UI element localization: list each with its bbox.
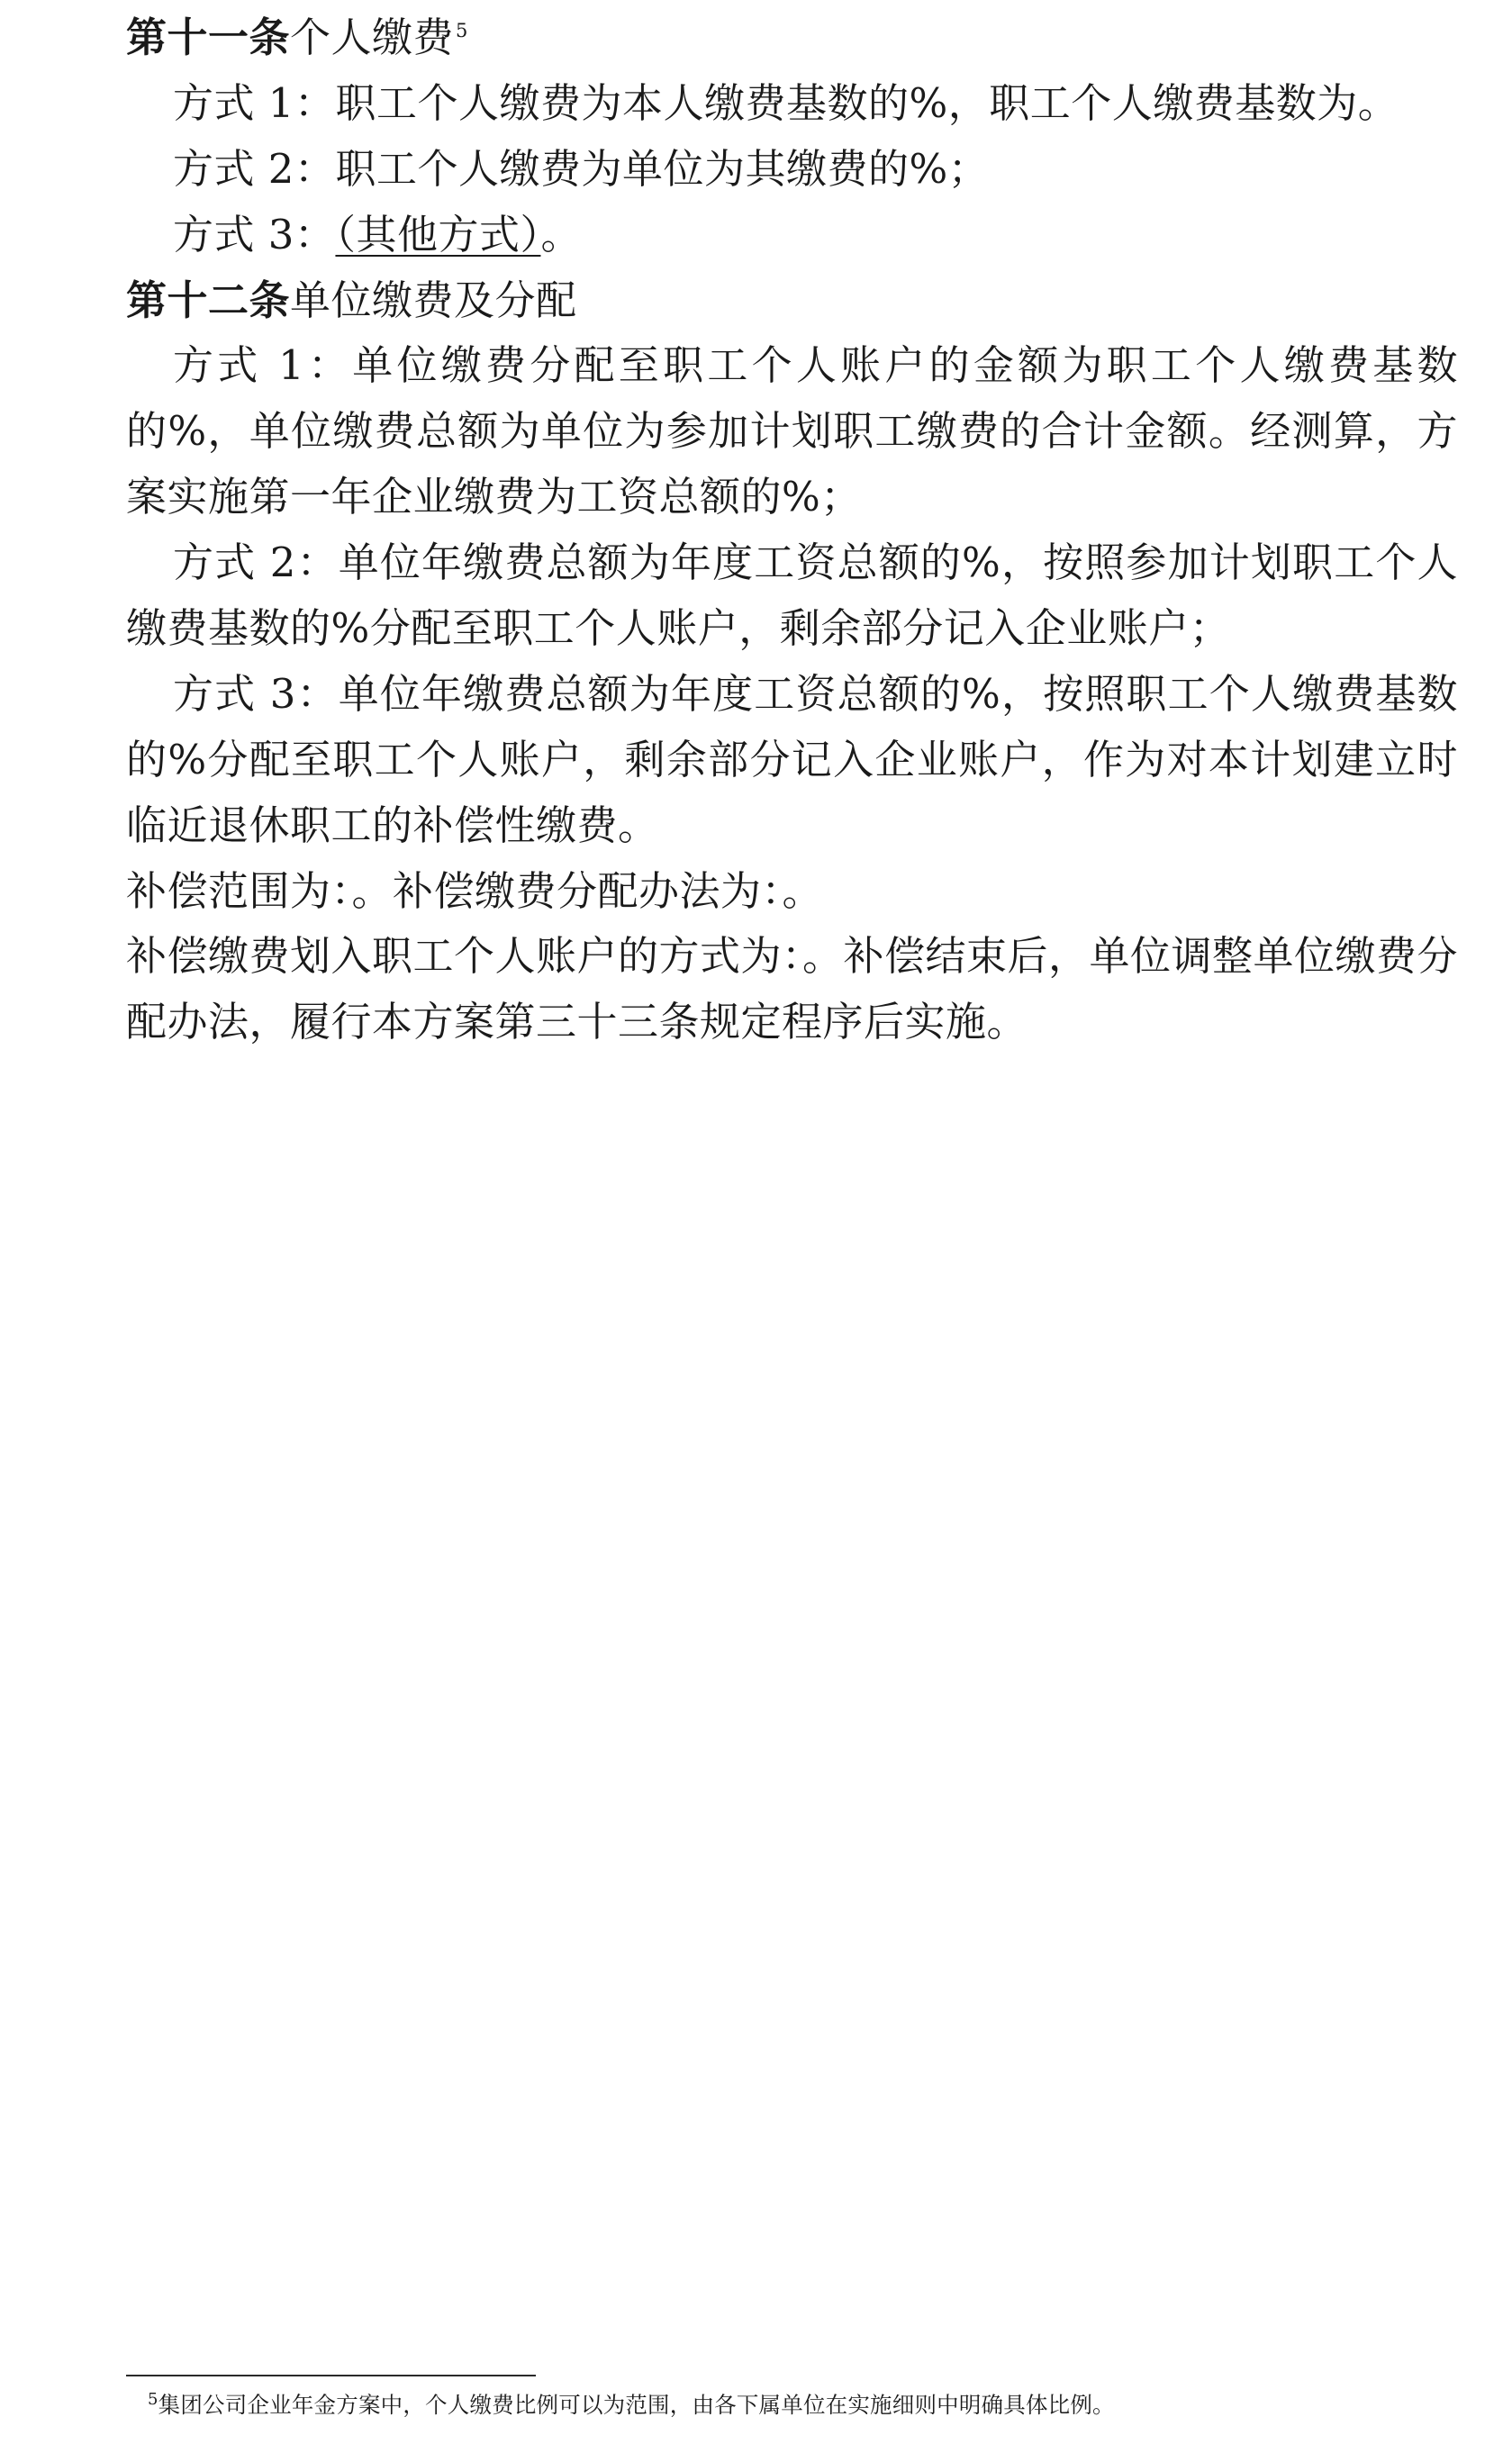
heading-title: 单位缴费及分配: [290, 276, 577, 324]
method-label: 方式 2：: [173, 539, 339, 587]
heading-title: 个人缴费: [290, 14, 455, 61]
heading-number: 第十二条: [126, 276, 291, 324]
paragraph-a11-method-2: [126, 137, 1458, 203]
footnote-number: 5: [148, 2390, 158, 2410]
paragraph-a11-method-1: [126, 71, 1458, 137]
footnote-marker-icon: 5: [456, 20, 468, 41]
method-label: 方式 3：: [173, 210, 336, 258]
heading-article-11: [126, 5, 1458, 71]
heading-article-12: [126, 268, 1458, 334]
paragraph-a12-method-2: [126, 530, 1458, 662]
method-label: 方式 1：: [173, 341, 353, 390]
paragraph-a12-compensation-scope: [126, 859, 1458, 925]
footnote-text: 集团公司企业年金方案中，个人缴费比例可以为范围，由各下属单位在实施细则中明确具体比例。: [158, 2392, 1115, 2419]
paragraph-a12-compensation-allocation: [126, 924, 1458, 1055]
footnote-item: [126, 2389, 1458, 2422]
paragraph-text: 补偿范围为：。补偿缴费分配办法为：。: [126, 866, 824, 915]
method-label: 方式 3：: [173, 669, 339, 718]
footnote-separator-rule: [126, 2375, 536, 2376]
document-body: [126, 0, 1458, 1055]
method-text: 职工个人缴费为本人缴费基数的%，职工个人缴费基数为。: [335, 78, 1399, 127]
method-text: 单位缴费分配至职工个人账户的金额为职工个人缴费基数的%，单位缴费总额为单位为参加计划职工缴费的合计金额。经测算，方案实施第一年企业缴费为工资总额的%；: [126, 341, 1458, 521]
method-label: 方式 2：: [173, 144, 336, 193]
footnote-area: [126, 2375, 1458, 2422]
method-blank-underlined: （其他方式）: [335, 210, 541, 258]
method-text: 单位年缴费总额为年度工资总额的%，按照参加计划职工个人缴费基数的%分配至职工个人账户，剩余部分记入企业账户；: [126, 539, 1459, 653]
method-label: 方式 1：: [173, 78, 336, 127]
method-text: 单位年缴费总额为年度工资总额的%，按照职工个人缴费基数的%分配至职工个人账户，剩余部分记入企业账户，作为对本计划建立时临近退休职工的补偿性缴费。: [126, 669, 1459, 849]
paragraph-a12-method-1: [126, 333, 1458, 530]
paragraph-text: 补偿缴费划入职工个人账户的方式为：。补偿结束后，单位调整单位缴费分配办法，履行本方案第三十三条规定程序后实施。: [126, 932, 1459, 1046]
paragraph-a11-method-3: [126, 203, 1458, 268]
heading-number: 第十一条: [126, 14, 291, 61]
method-text: 职工个人缴费为单位为其缴费的%；: [335, 144, 990, 193]
paragraph-a12-method-3: [126, 662, 1458, 859]
method-terminator: 。: [540, 210, 582, 258]
